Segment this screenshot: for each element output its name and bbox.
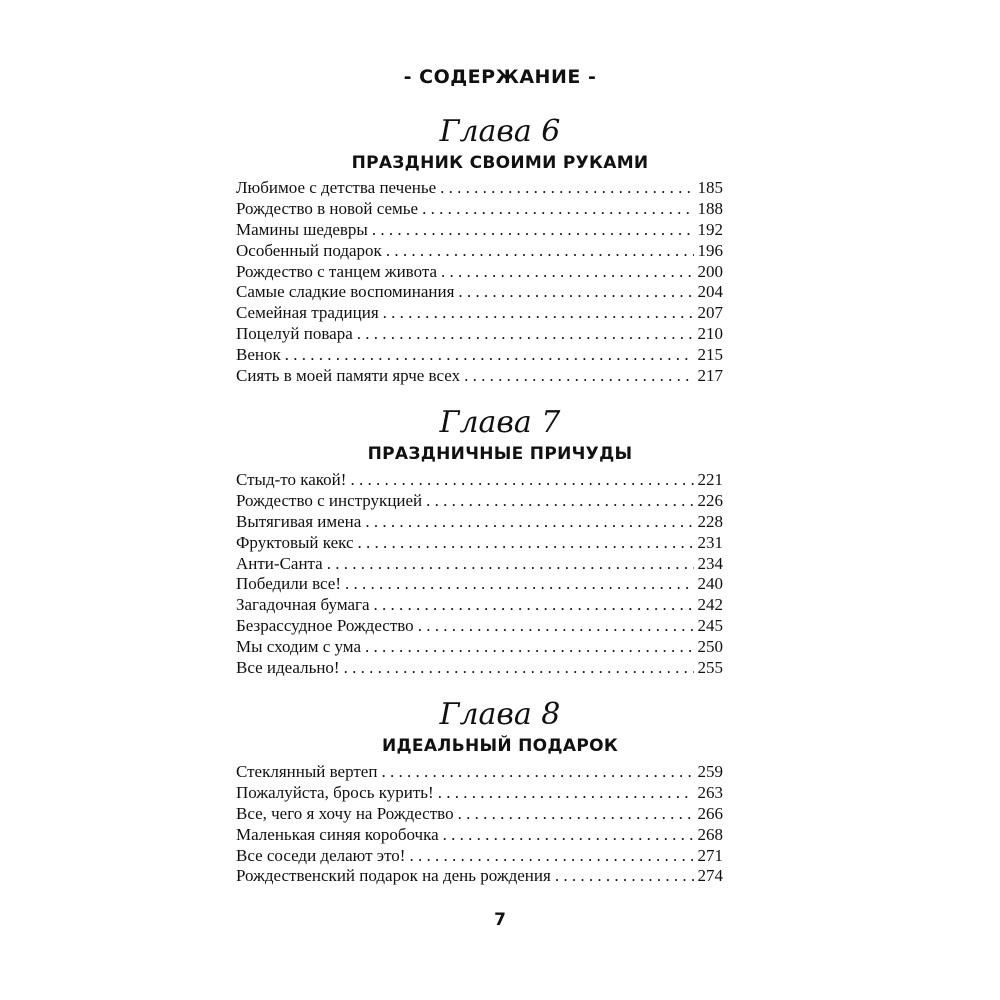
dot-leader: [426, 491, 693, 512]
toc-entry[interactable]: [236, 262, 723, 283]
toc-entry-title: Семейная традиция: [236, 303, 379, 323]
chapter-label: Глава 8: [439, 697, 561, 732]
chapter-7-entries: [236, 470, 723, 679]
toc-entry-page: 231: [697, 532, 723, 552]
toc-entry-page: 268: [697, 824, 723, 844]
toc-entry-title: Фруктовый кекс: [236, 532, 354, 552]
dot-leader: [422, 199, 693, 220]
dot-leader: [555, 866, 694, 887]
toc-entry-title: Мамины шедевры: [236, 219, 368, 239]
toc-entry[interactable]: [236, 825, 723, 846]
toc-entry-page: 192: [697, 219, 723, 239]
toc-entry-title: Мы сходим с ума: [236, 637, 361, 657]
dot-leader: [374, 595, 694, 616]
toc-entry[interactable]: [236, 783, 723, 804]
toc-entry-title: Сиять в моей памяти ярче всех: [236, 366, 461, 386]
toc-entry[interactable]: [236, 241, 723, 262]
toc-entry-page: 217: [697, 366, 723, 386]
toc-entry-page: 250: [697, 637, 723, 657]
toc-entry-title: Рождество в новой семье: [236, 198, 419, 218]
toc-entry-page: 245: [697, 616, 723, 636]
toc-entry-page: 188: [697, 198, 723, 218]
toc-entry-title: Все, чего я хочу на Рождество: [236, 803, 454, 823]
toc-entry-title: Все соседи делают это!: [236, 845, 406, 865]
toc-entry-title: Рождество с танцем живота: [236, 261, 438, 281]
toc-entry[interactable]: [236, 846, 723, 867]
dot-leader: [327, 554, 694, 575]
running-head: - СОДЕРЖАНИЕ -: [403, 66, 597, 88]
toc-entry[interactable]: [236, 470, 723, 491]
toc-entry[interactable]: [236, 574, 723, 595]
dot-leader: [458, 282, 693, 303]
toc-entry-page: 207: [697, 303, 723, 323]
chapter-7-heading: [0, 405, 1000, 465]
toc-entry[interactable]: [236, 282, 723, 303]
toc-entry-page: 185: [697, 178, 723, 197]
dot-leader: [464, 366, 693, 387]
toc-entry[interactable]: [236, 595, 723, 616]
dot-leader: [365, 512, 693, 533]
toc-entry[interactable]: [236, 762, 723, 783]
dot-leader: [350, 470, 693, 491]
toc-entry[interactable]: [236, 533, 723, 554]
toc-entry[interactable]: [236, 658, 723, 679]
toc-entry[interactable]: [236, 345, 723, 366]
toc-entry-title: Анти-Санта: [236, 553, 323, 573]
toc-entry-page: 200: [697, 261, 723, 281]
chapter-label: Глава 6: [439, 114, 561, 149]
toc-entry-page: 215: [697, 345, 723, 365]
toc-entry[interactable]: [236, 220, 723, 241]
toc-entry-title: Пожалуйста, брось курить!: [236, 782, 434, 802]
toc-entry-title: Маленькая синяя коробочка: [236, 824, 439, 844]
dot-leader: [386, 241, 694, 262]
toc-entry-page: 210: [697, 324, 723, 344]
chapter-8-heading: [0, 697, 1000, 757]
page-number: 7: [494, 910, 506, 930]
toc-entry-title: Загадочная бумага: [236, 595, 370, 615]
toc-entry[interactable]: [236, 512, 723, 533]
toc-entry[interactable]: [236, 616, 723, 637]
chapter-title: ПРАЗДНИЧНЫЕ ПРИЧУДЫ: [367, 444, 633, 464]
toc-entry-title: Вытягивая имена: [236, 511, 362, 531]
dot-leader: [357, 324, 694, 345]
toc-entry-page: 221: [697, 470, 723, 489]
toc-entry-page: 266: [697, 803, 723, 823]
chapter-title: ПРАЗДНИК СВОИМИ РУКАМИ: [351, 153, 649, 173]
chapter-title: ИДЕАЛЬНЫЙ ПОДАРОК: [381, 736, 619, 756]
toc-entry-title: Любимое с детства печенье: [236, 178, 437, 197]
toc-entry-title: Победили все!: [236, 574, 341, 594]
toc-entry-title: Рождественский подарок на день рождения: [236, 866, 551, 886]
toc-entry[interactable]: [236, 199, 723, 220]
toc-entry-page: 242: [697, 595, 723, 615]
dot-leader: [372, 220, 694, 241]
dot-leader: [345, 574, 694, 595]
toc-entry-title: Стеклянный вертеп: [236, 762, 378, 781]
dot-leader: [285, 345, 694, 366]
chapter-6-heading: [0, 114, 1000, 174]
chapter-6-entries: [236, 178, 723, 387]
toc-entry-title: Самые сладкие воспоминания: [236, 282, 455, 302]
dot-leader: [438, 783, 694, 804]
toc-entry[interactable]: [236, 491, 723, 512]
toc-entry[interactable]: [236, 804, 723, 825]
toc-entry-page: 226: [697, 490, 723, 510]
toc-entry-page: 255: [697, 658, 723, 678]
toc-entry-page: 234: [697, 553, 723, 573]
toc-entry[interactable]: [236, 366, 723, 387]
toc-entry-page: 204: [697, 282, 723, 302]
toc-entry-page: 259: [697, 762, 723, 781]
toc-entry-title: Безрассудное Рождество: [236, 616, 414, 636]
dot-leader: [458, 804, 694, 825]
toc-entry-page: 240: [697, 574, 723, 594]
toc-entry-title: Стыд-то какой!: [236, 470, 347, 489]
dot-leader: [441, 262, 693, 283]
toc-entry[interactable]: [236, 303, 723, 324]
toc-entry[interactable]: [236, 324, 723, 345]
dot-leader: [344, 658, 694, 679]
dot-leader: [365, 637, 694, 658]
dot-leader: [383, 303, 694, 324]
dot-leader: [443, 825, 694, 846]
toc-entry-page: 271: [697, 845, 723, 865]
dot-leader: [409, 846, 693, 867]
toc-entry-title: Поцелуй повара: [236, 324, 353, 344]
dot-leader: [440, 178, 693, 199]
toc-entry[interactable]: [236, 637, 723, 658]
toc-entry-page: 228: [697, 511, 723, 531]
toc-entry-page: 196: [697, 240, 723, 260]
chapter-label: Глава 7: [439, 405, 561, 440]
dot-leader: [381, 762, 693, 783]
toc-entry[interactable]: [236, 178, 723, 199]
toc-entry-title: Особенный подарок: [236, 240, 382, 260]
toc-entry-page: 274: [697, 866, 723, 886]
toc-entry-title: Все идеально!: [236, 658, 340, 678]
toc-entry[interactable]: [236, 554, 723, 575]
toc-entry-title: Рождество с инструкцией: [236, 490, 423, 510]
chapter-8-entries: [236, 762, 723, 887]
dot-leader: [418, 616, 694, 637]
dot-leader: [358, 533, 694, 554]
toc-entry-title: Венок: [236, 345, 281, 365]
toc-entry-page: 263: [697, 782, 723, 802]
toc-entry[interactable]: [236, 866, 723, 887]
